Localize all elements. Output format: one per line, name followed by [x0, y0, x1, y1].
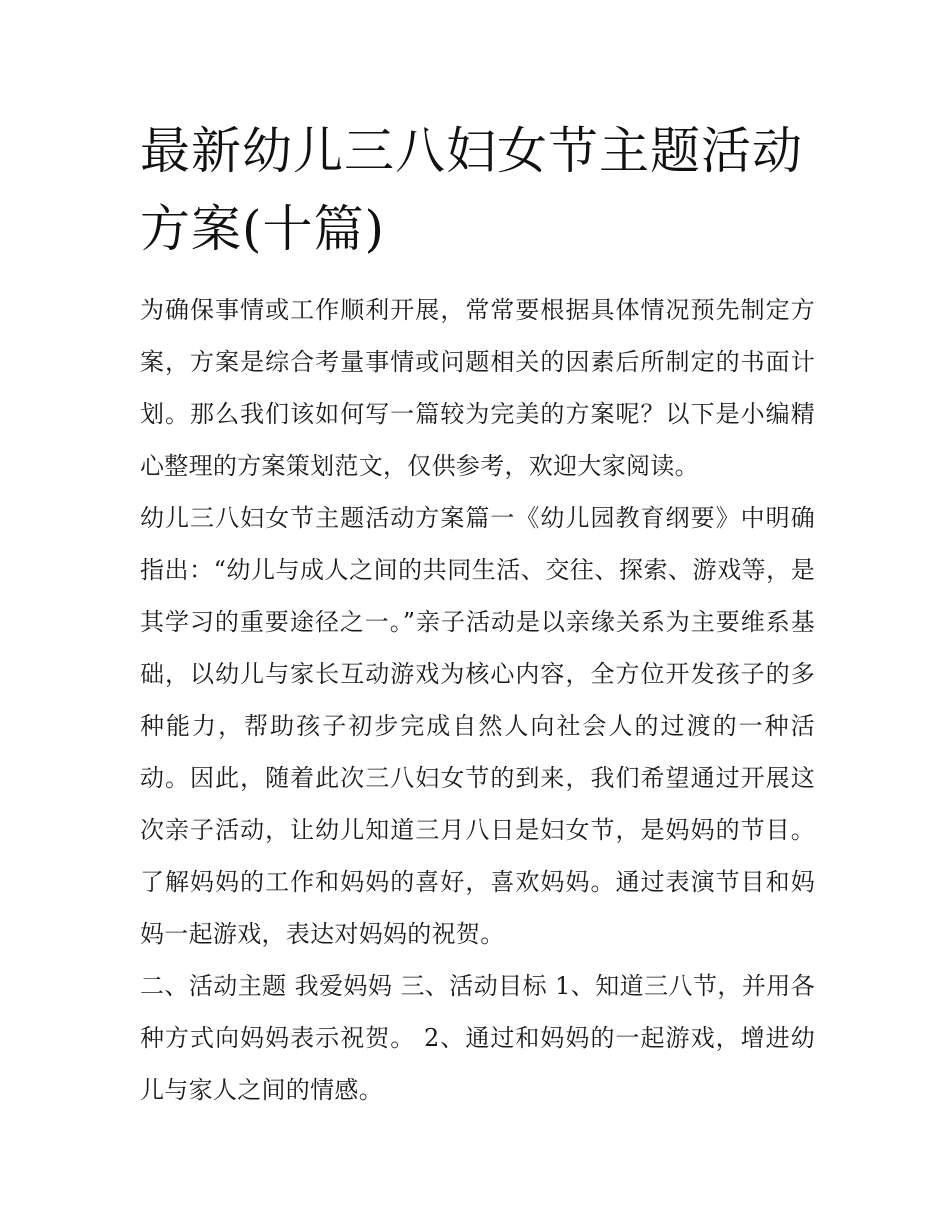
document-body	[140, 112, 815, 1116]
paragraph-list	[140, 284, 815, 1116]
plan-one-paragraph: 幼儿三八妇女节主题活动方案篇一《幼儿园教育纲要》中明确指出：“幼儿与成人之间的共同生活、交往、探索、游戏等，是其学习的重要途径之一。”亲子活动是以亲缘关系为主要维系基础，以幼儿与家长互动游戏为核心内容，全方位开发孩子的多种能力，帮助孩子初步完成自然人向社会人的过渡的一种活动。因此，随着此次三八妇女节的到来，我们希望通过开展这次亲子活动，让幼儿知道三月八日是妇女节，是妈妈的节目。了解妈妈的工作和妈妈的喜好，喜欢妈妈。通过表演节目和妈妈一起游戏，表达对妈妈的祝贺。	[140, 504, 815, 948]
theme-goals-paragraph: 二、活动主题 我爱妈妈 三、活动目标 1、知道三八节，并用各种方式向妈妈表示祝贺。 2、通过和妈妈的一起游戏，增进幼儿与家人之间的情感。	[140, 972, 815, 1104]
intro-paragraph: 为确保事情或工作顺利开展，常常要根据具体情况预先制定方案，方案是综合考量事情或问题相关的因素后所制定的书面计划。那么我们该如何写一篇较为完美的方案呢？以下是小编精心整理的方案策划范文，仅供参考，欢迎大家阅读。	[140, 296, 815, 480]
document-title: 最新幼儿三八妇女节主题活动方案(十篇)	[140, 122, 803, 258]
